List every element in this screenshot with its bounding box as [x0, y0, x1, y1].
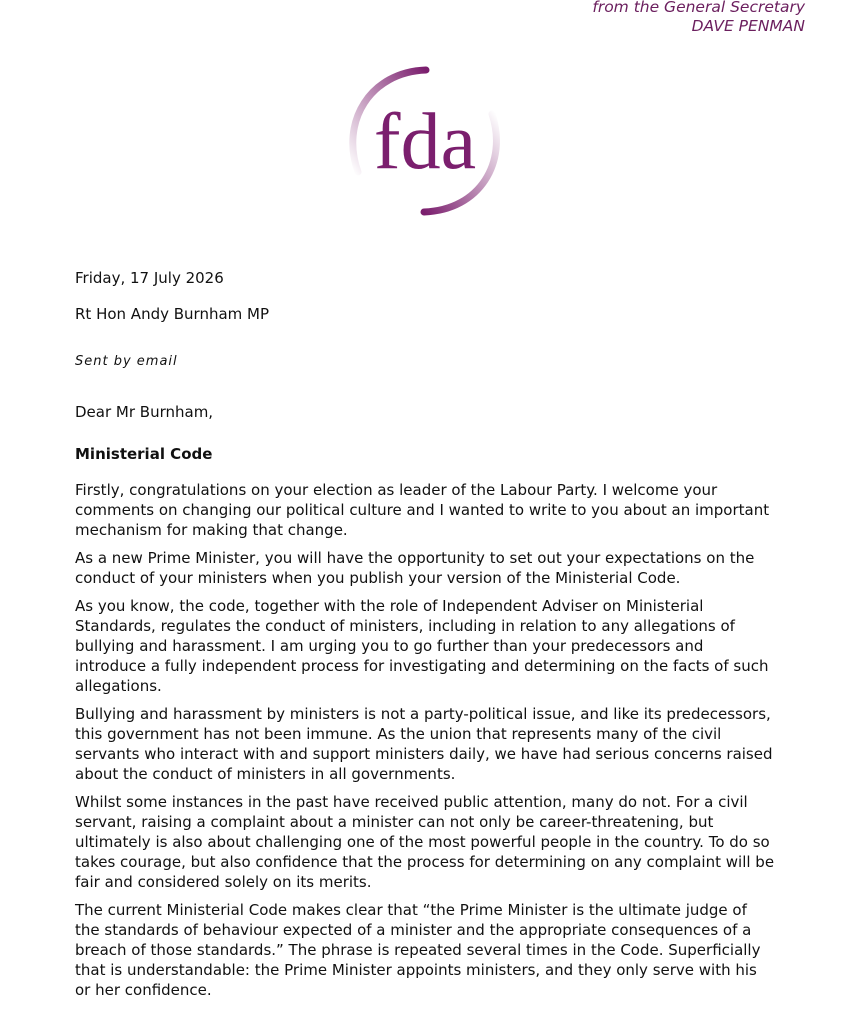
paragraph: As you know, the code, together with the role of Independent Adviser on Ministerial Standards, regulates the conduct of ministers, including in relation to any allegations of bullying and harassment. I am urging you to go further than your predecessors and introduce a fully independent process for investigating and determining on the facts of such allegations. [75, 597, 769, 695]
sender-title: from the General Secretary [592, 0, 805, 16]
sent-by-note: Sent by email [75, 354, 178, 369]
letter-date: Friday, 17 July 2026 [75, 269, 224, 287]
logo-wordmark: fda [373, 98, 477, 186]
letter-recipient: Rt Hon Andy Burnham MP [75, 305, 270, 323]
paragraph: As a new Prime Minister, you will have the opportunity to set out your expectations on the conduct of your ministers when you publish your version of the Ministerial Code. [75, 549, 755, 587]
paragraph: The current Ministerial Code makes clear that “the Prime Minister is the ultimate judge of the standards of behaviour expected of a minister and the appropriate consequences of a breach of those standards.” The phrase is repeated several times in the Code. Superficially that is understandable: the Prime Minister appoints ministers, and they only serve with his or her confidence. [75, 901, 761, 999]
paragraph: Bullying and harassment by ministers is not a party-political issue, and like its predecessors, this government has not been immune. As the union that represents many of the civil servants who interact with and support ministers daily, we have had serious concerns raised about the conduct of ministers in all governments. [75, 705, 773, 783]
fda-logo-graphic [340, 62, 510, 222]
paragraph: Whilst some instances in the past have received public attention, many do not. For a civil servant, raising a complaint about a minister can not only be career-threatening, but ultimately is also about challenging one of the most powerful people in the country. To do so takes courage, but also confidence that the process for determining on any complaint will be fair and considered solely on its merits. [75, 793, 775, 891]
sender-name: DAVE PENMAN [691, 17, 805, 35]
fda-logo [340, 62, 510, 222]
letterhead-sender [592, 0, 805, 36]
letter-body [75, 268, 775, 1008]
salutation: Dear Mr Burnham, [75, 403, 214, 421]
paragraph: Firstly, congratulations on your election as leader of the Labour Party. I welcome your comments on changing our political culture and I wanted to write to you about an important mechanism for making that change. [75, 481, 770, 539]
subject-heading: Ministerial Code [75, 445, 213, 463]
